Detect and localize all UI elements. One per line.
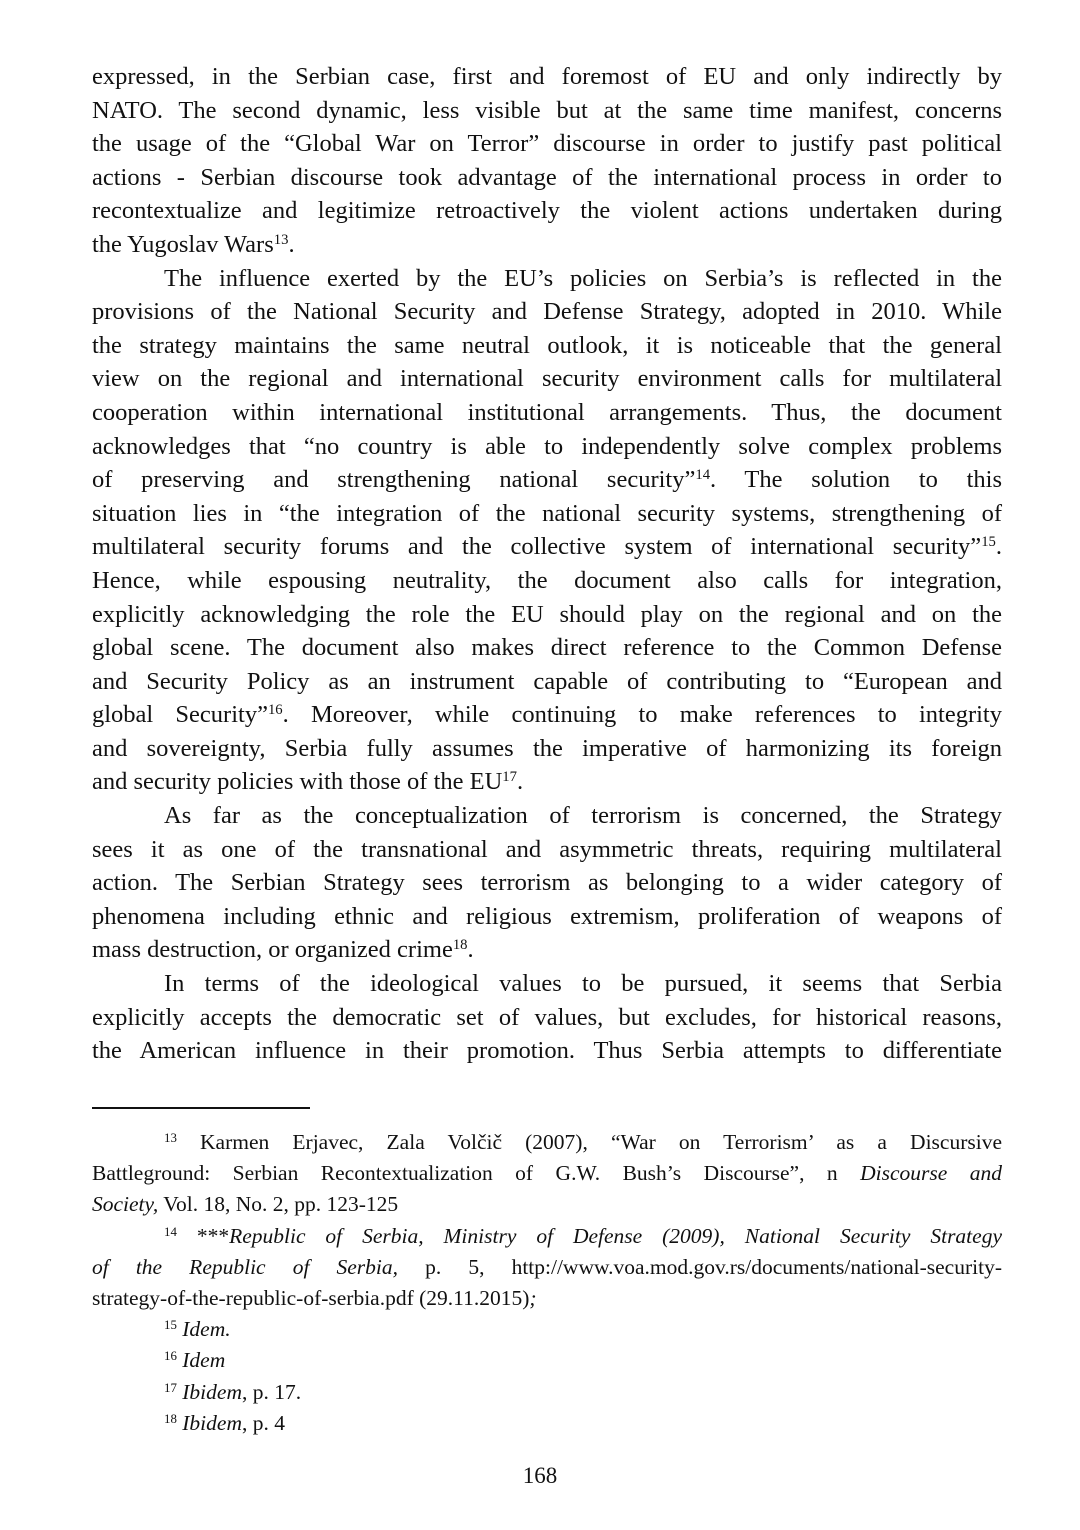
body-line [92, 598, 1002, 632]
body-line [92, 430, 1002, 464]
body-line [92, 194, 1002, 228]
body-line [92, 967, 1002, 1001]
body-line [92, 698, 1002, 732]
body-line [92, 665, 1002, 699]
text-segment: action. The Serbian Strategy sees terrorism as belonging to a wider category of [92, 869, 1002, 897]
text-segment: actions - Serbian discourse took advantage of the international process in order to [92, 163, 1002, 191]
footnote-line [92, 1158, 1002, 1189]
body-line [92, 631, 1002, 665]
text-segment: cooperation within international institutional arrangements. Thus, the document [92, 398, 1002, 426]
text-segment: the strategy maintains the same neutral outlook, it is noticeable that the general [92, 331, 1002, 359]
footnote-marker: 13 [164, 1130, 177, 1145]
text-segment: Vol. 18, No. 2, pp. 123-125 [158, 1192, 399, 1217]
body-line [92, 295, 1002, 329]
text-segment: phenomena including ethnic and religious extremism, proliferation of weapons of [92, 902, 1002, 930]
body-line [92, 228, 1002, 262]
italic-text: of the Republic of Serbia, [92, 1254, 399, 1279]
body-line [92, 94, 1002, 128]
body-line [92, 530, 1002, 564]
text-segment: acknowledges that “no country is able to independently solve complex problems [92, 432, 1002, 460]
body-line [92, 933, 1002, 967]
body-line [92, 60, 1002, 94]
body-line [92, 329, 1002, 363]
text-segment: strategy-of-the-republic-of-serbia.pdf (29.11.2015) [92, 1286, 530, 1311]
text-segment: multilateral security forums and the collective system of international security” [92, 533, 982, 561]
body-line [92, 463, 1002, 497]
italic-text: Discourse and [860, 1161, 1003, 1186]
footnote-line [92, 1252, 1002, 1283]
text-segment: . [467, 936, 474, 964]
italic-text: Ibidem [182, 1410, 242, 1435]
footnote-marker: 15 [981, 534, 996, 551]
footnote-line [92, 1127, 1002, 1158]
body-line [92, 564, 1002, 598]
body-line [92, 765, 1002, 799]
text-segment: expressed, in the Serbian case, first and foremost of EU and only indirectly by [92, 63, 1002, 90]
body-line [92, 799, 1002, 833]
text-segment: and sovereignty, Serbia fully assumes the imperative of harmonizing its foreign [92, 734, 1002, 762]
text-segment: Hence, while espousing neutrality, the document also calls for integration, [92, 566, 1002, 594]
footnote-marker: 15 [164, 1318, 177, 1333]
text-segment: provisions of the National Security and Defense Strategy, adopted in 2010. While [92, 298, 1002, 326]
text-segment: explicitly acknowledging the role the EU should play on the regional and on the [92, 600, 1002, 628]
body-line [92, 497, 1002, 531]
footnote-line [92, 1283, 1002, 1314]
text-segment: situation lies in “the integration of the national security systems, strengthening of [92, 499, 1002, 527]
footnote-line [92, 1314, 1002, 1345]
text-segment: The influence exerted by the EU’s policies on Serbia’s is reflected in the [164, 264, 1002, 292]
body-line [92, 900, 1002, 934]
body-line [92, 732, 1002, 766]
body-text [92, 60, 1002, 1068]
body-line [92, 396, 1002, 430]
text-segment: , p. 4 [241, 1410, 285, 1435]
footnote-line [92, 1189, 1002, 1220]
text-segment: As far as the conceptualization of terrorism is concerned, the Strategy [164, 802, 1002, 830]
text-segment: mass destruction, or organized crime [92, 936, 453, 964]
text-segment: global Security” [92, 701, 268, 729]
footnote-line [92, 1377, 1002, 1408]
footnote-separator [92, 1107, 310, 1109]
body-line [92, 362, 1002, 396]
footnotes [92, 1127, 1002, 1439]
text-segment: . [288, 230, 295, 258]
text-segment: . [995, 533, 1002, 561]
text-segment: Karmen Erjavec, Zala Volčič (2007), “War on Terrorism’ as a Discursive [176, 1130, 1002, 1154]
text-segment: view on the regional and international security environment calls for multilateral [92, 365, 1002, 393]
footnote-marker: 17 [164, 1380, 177, 1395]
italic-text: ; [529, 1286, 537, 1311]
text-segment: explicitly accepts the democratic set of values, but excludes, for historical reasons, [92, 1003, 1002, 1031]
text-segment: NATO. The second dynamic, less visible but at the same time manifest, concerns [92, 96, 1002, 124]
footnote-marker: 18 [452, 937, 468, 954]
footnote-marker: 13 [273, 231, 289, 248]
text-segment: and security policies with those of the EU [92, 768, 503, 796]
text-segment: the usage of the “Global War on Terror” discourse in order to justify past political [92, 130, 1002, 158]
footnote-line [92, 1221, 1002, 1252]
footnote-marker: 14 [695, 467, 711, 484]
footnote-marker: 16 [267, 702, 283, 719]
body-line [92, 866, 1002, 900]
footnote-line [92, 1345, 1002, 1376]
footnote-line [92, 1408, 1002, 1439]
italic-text: Idem [182, 1348, 226, 1373]
text-segment: *** [176, 1223, 230, 1248]
italic-text: Republic of Serbia, Ministry of Defense (2009), National Security Strategy [229, 1223, 1002, 1248]
text-segment: Battleground: Serbian Recontextualization of G.W. Bush’s Discourse”, n [92, 1161, 861, 1186]
italic-text: Idem. [182, 1317, 231, 1342]
text-segment: the American influence in their promotion. Thus Serbia attempts to differentiate [92, 1037, 1002, 1065]
text-segment: the Yugoslav Wars [92, 230, 274, 258]
text-segment: sees it as one of the transnational and asymmetric threats, requiring multilateral [92, 835, 1002, 863]
body-line [92, 161, 1002, 195]
text-segment: of preserving and strengthening national security” [92, 466, 696, 494]
body-line [92, 833, 1002, 867]
footnote-marker: 18 [164, 1411, 177, 1426]
footnote-marker: 14 [164, 1224, 177, 1239]
page-number: 168 [522, 1463, 558, 1488]
body-line [92, 1034, 1002, 1068]
footnote-marker: 17 [502, 769, 517, 786]
text-segment: In terms of the ideological values to be pursued, it seems that Serbia [164, 970, 1002, 998]
footnote-marker: 16 [164, 1349, 177, 1364]
text-segment: and Security Policy as an instrument capable of contributing to “European and [92, 667, 1002, 695]
text-segment: , p. 17. [241, 1379, 302, 1404]
body-line [92, 1001, 1002, 1035]
text-segment: . Moreover, while continuing to make references to integrity [282, 701, 1002, 729]
italic-text: Ibidem [182, 1379, 242, 1404]
text-segment: global scene. The document also makes direct reference to the Common Defense [92, 634, 1002, 662]
text-segment: recontextualize and legitimize retroactively the violent actions undertaken during [92, 197, 1002, 225]
text-segment: . [516, 768, 524, 796]
body-line [92, 127, 1002, 161]
body-line [92, 262, 1002, 296]
italic-text: Society, [92, 1192, 159, 1217]
text-segment: . The solution to this [710, 466, 1002, 494]
text-segment: p. 5, http://www.voa.mod.gov.rs/documents/national-security- [398, 1254, 1002, 1279]
